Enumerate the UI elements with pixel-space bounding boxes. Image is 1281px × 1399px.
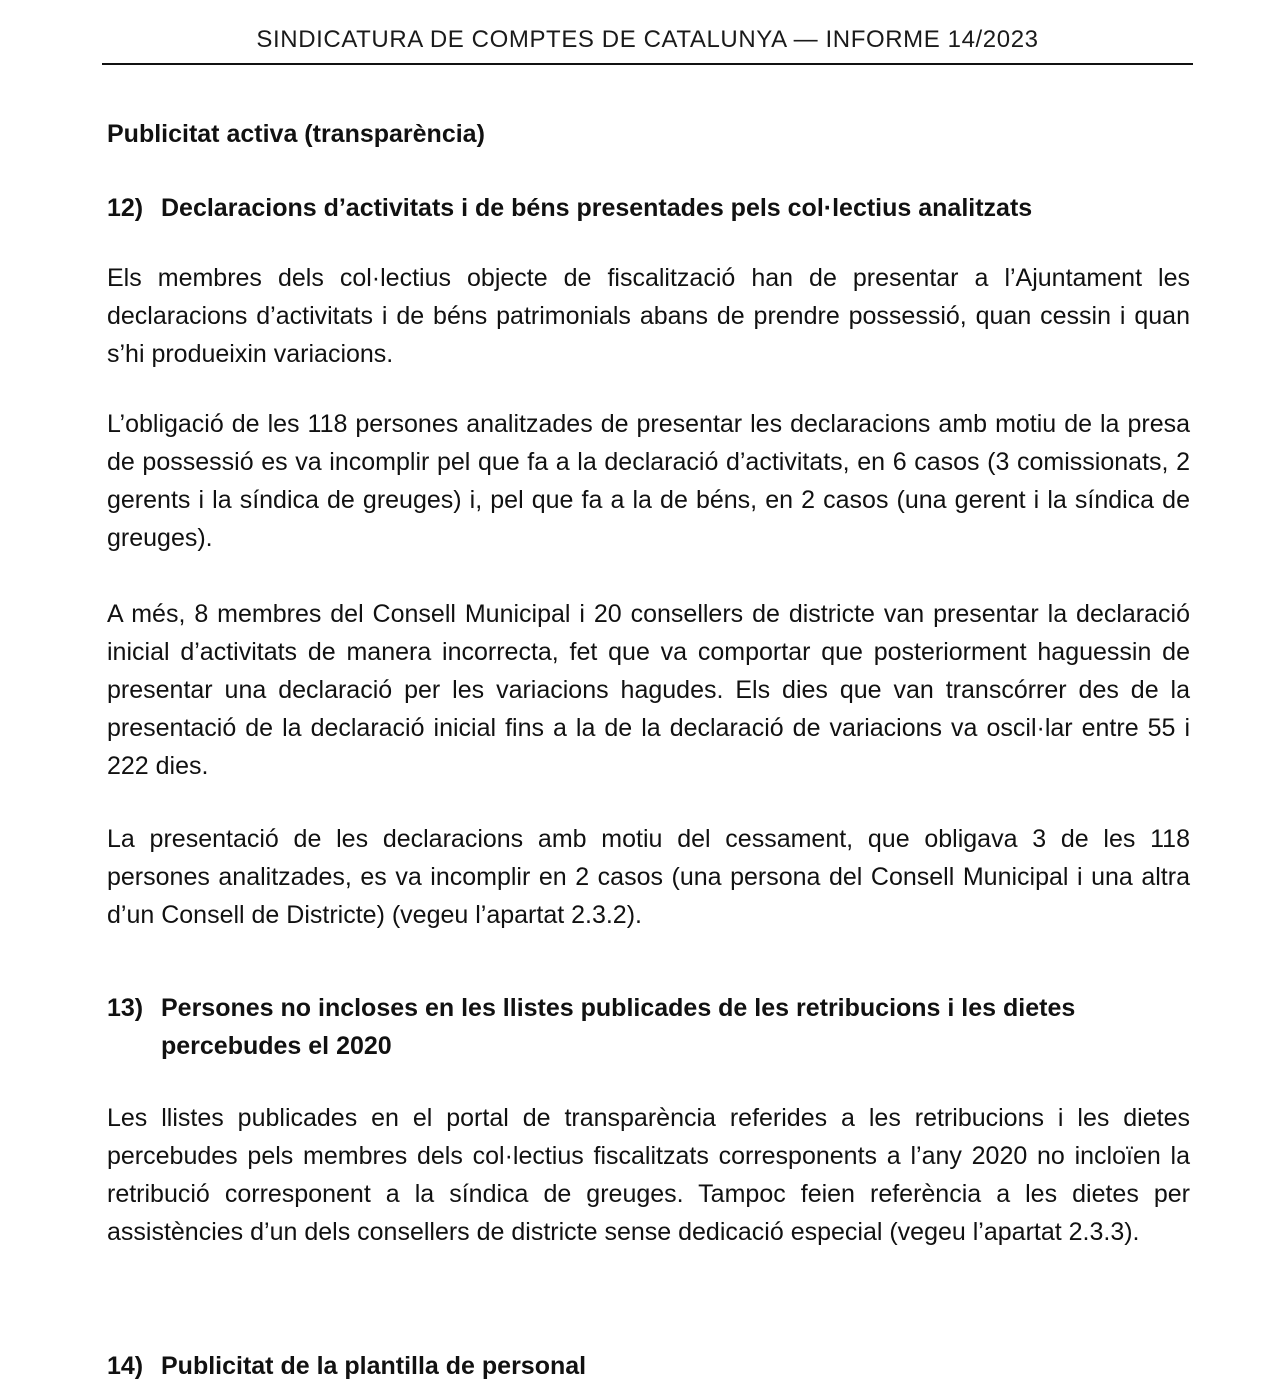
header-rule — [102, 63, 1193, 65]
item-title: Persones no incloses en les llistes publicades de les retribucions i les dietes percebudes el 2020 — [161, 994, 1076, 1060]
item-number: 14) — [107, 1352, 144, 1380]
paragraph: Les llistes publicades en el portal de transparència referides a les retribucions i les dietes percebudes pels membres dels col·lectius fiscalitzats corresponents a l’any 2020 no incloïen la retribució corresponent a la síndica de greuges. Tampoc feien referència a les dietes per assistències d’un dels consellers de districte sense dedicació especial (vegeu l’apartat 2.3.3). — [107, 1104, 1190, 1246]
paragraph: L’obligació de les 118 persones analitzades de presentar les declaracions amb motiu de la presa de possessió es va incomplir pel que fa a la declaració d’activitats, en 6 casos (3 comissionats, 2 gerents i la síndica de greuges) i, pel que fa a la de béns, en 2 casos (una gerent i la síndica de greuges). — [107, 410, 1190, 552]
paragraph: La presentació de les declaracions amb motiu del cessament, que obligava 3 de les 118 persones analitzades, es va incomplir en 2 casos (una persona del Consell Municipal i una altra d’un Consell de Districte) (vegeu l’apartat 2.3.2). — [107, 825, 1190, 929]
paragraph: A més, 8 membres del Consell Municipal i 20 consellers de districte van presentar la declaració inicial d’activitats de manera incorrecta, fet que va comportar que posteriorment haguessin de presentar una declaració per les variacions hagudes. Els dies que van transcórrer des de la presentació de la declaració inicial fins a la de la declaració de variacions va oscil·lar entre 55 i 222 dies. — [107, 600, 1190, 780]
section-title: Publicitat activa (transparència) — [107, 120, 485, 148]
item-number: 13) — [107, 994, 144, 1022]
item-12-heading — [107, 189, 1192, 227]
item-title: Publicitat de la plantilla de personal — [161, 1352, 587, 1380]
item-title: Declaracions d’activitats i de béns presentades pels col·lectius analitzats — [161, 194, 1033, 222]
paragraph: Els membres dels col·lectius objecte de fiscalització han de presentar a l’Ajuntament les declaracions d’activitats i de béns patrimonials abans de prendre possessió, quan cessin i quan s’hi produeixin variacions. — [107, 264, 1190, 368]
item-13-heading — [107, 989, 1192, 1065]
running-header: SINDICATURA DE COMPTES DE CATALUNYA — INFORME 14/2023 — [256, 26, 1039, 53]
item-14-heading — [107, 1347, 1192, 1385]
item-number: 12) — [107, 194, 144, 222]
